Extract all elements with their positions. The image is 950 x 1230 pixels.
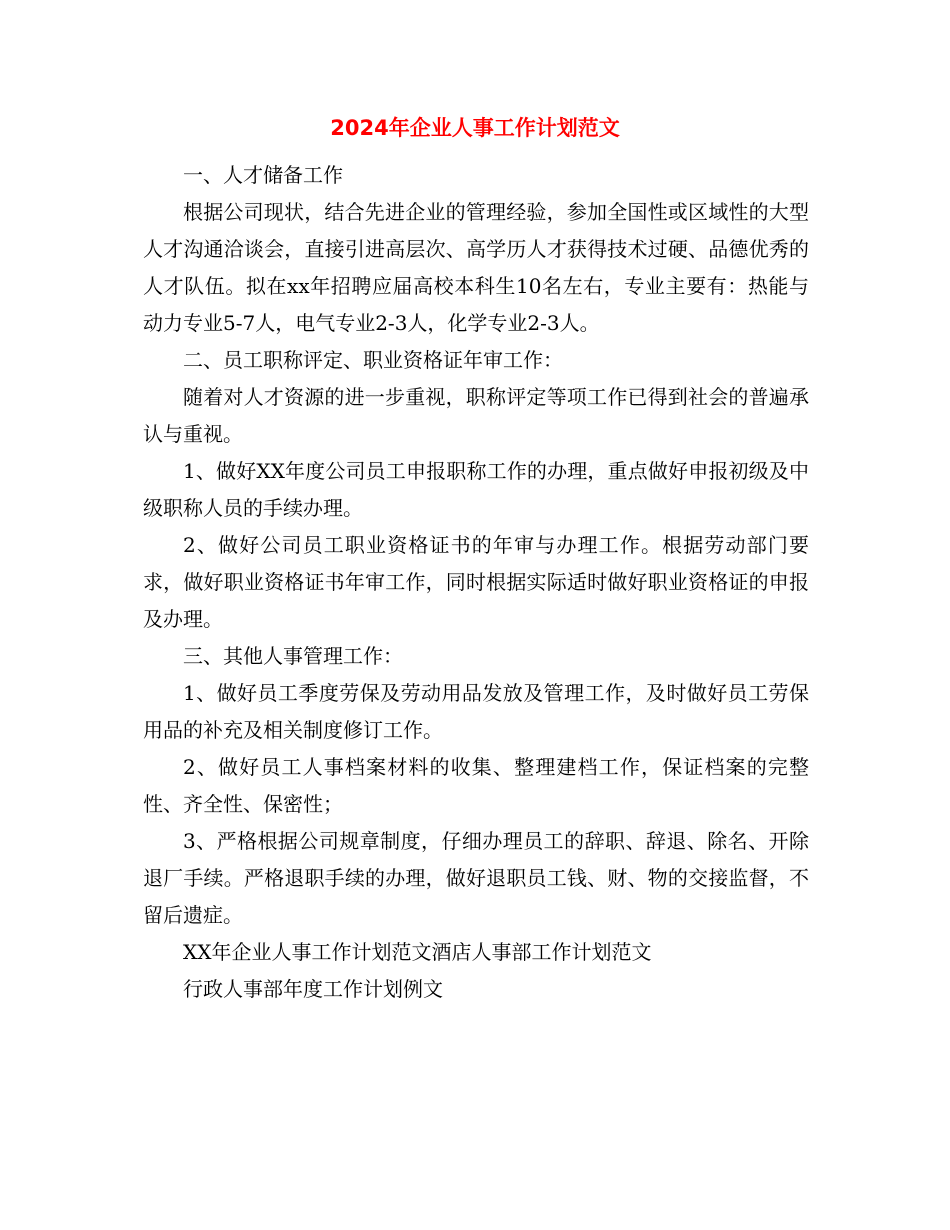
list-item: 1、做好员工季度劳保及劳动用品发放及管理工作，及时做好员工劳保用品的补充及相关制度修订工作。 [143, 681, 809, 742]
list-item: 2、做好员工人事档案材料的收集、整理建档工作，保证档案的完整性、齐全性、保密性； [143, 755, 809, 816]
list-item: 3、严格根据公司规章制度，仔细办理员工的辞职、辞退、除名、开除退厂手续。严格退职手续的办理，做好退职员工钱、财、物的交接监督，不留后遗症。 [143, 829, 809, 927]
section-heading-talent-reserve: 一、人才储备工作 [183, 163, 343, 187]
paragraph: 根据公司现状，结合先进企业的管理经验，参加全国性或区域性的大型人才沟通洽谈会，直接引进高层次、高学历人才获得技术过硬、品德优秀的人才队伍。拟在xx年招聘应届高校本科生10名左右，专业主要有：热能与动力专业5-7人，电气专业2-3人，化学专业2-3人。 [143, 200, 809, 335]
document-body [143, 157, 809, 1008]
related-link-text: XX年企业人事工作计划范文酒店人事部工作计划范文 [183, 940, 652, 964]
paragraph: 随着对人才资源的进一步重视，职称评定等项工作已得到社会的普遍承认与重视。 [143, 385, 809, 446]
section-heading-title-evaluation: 二、员工职称评定、职业资格证年审工作： [183, 348, 563, 372]
list-item: 2、做好公司员工职业资格证书的年审与办理工作。根据劳动部门要求，做好职业资格证书年审工作，同时根据实际适时做好职业资格证的申报及办理。 [143, 533, 809, 631]
section-heading-other-work: 三、其他人事管理工作： [183, 644, 403, 668]
list-item: 1、做好XX年度公司员工申报职称工作的办理，重点做好申报初级及中级职称人员的手续办理。 [143, 459, 809, 520]
related-link-text: 行政人事部年度工作计划例文 [183, 977, 443, 1001]
document-title: 2024年企业人事工作计划范文 [330, 116, 620, 140]
